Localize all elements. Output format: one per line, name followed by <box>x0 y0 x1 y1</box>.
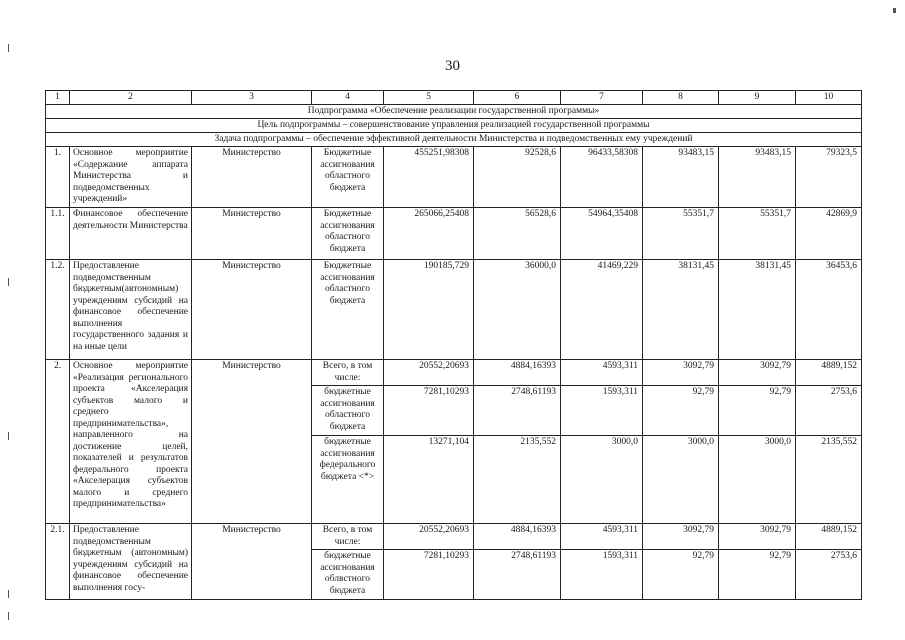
value-col8: 3092,79 <box>643 524 719 550</box>
value-col8: 92,79 <box>643 386 719 436</box>
column-number: 9 <box>719 91 796 105</box>
value-col6: 2748,61193 <box>474 550 561 600</box>
column-number: 10 <box>796 91 862 105</box>
scan-mark <box>8 590 9 598</box>
column-number: 3 <box>192 91 312 105</box>
value-col6: 4884,16393 <box>474 524 561 550</box>
value-col8: 3000,0 <box>643 436 719 524</box>
executor: Министерство <box>192 360 312 524</box>
funding-source: Бюджетные ассигнования областного бюджета <box>312 260 384 360</box>
subprogram-task: Задача подпрограммы – обеспечение эффективной деятельности Министерства и подведомственных ему учреждений <box>46 133 862 147</box>
scan-mark <box>8 44 9 52</box>
value-col7: 54964,35408 <box>561 208 643 260</box>
scan-mark <box>8 278 9 286</box>
value-col5: 7281,10293 <box>384 550 474 600</box>
executor: Министерство <box>192 147 312 208</box>
activity-name: Финансовое обеспечение деятельности Министерства <box>70 208 192 260</box>
value-col9: 92,79 <box>719 550 796 600</box>
executor: Министерство <box>192 208 312 260</box>
activity-name: Предоставление подведомственным бюджетным(автономным) учреждениям субсидий на финансовое обеспечение выполнения государственного задания и на иные цели <box>70 260 192 360</box>
funding-source: Бюджетные ассигнования областного бюджета <box>312 208 384 260</box>
subprogram-title: Подпрограмма «Обеспечение реализации государственной программы» <box>46 105 862 119</box>
value-col9: 3000,0 <box>719 436 796 524</box>
value-col10: 2135,552 <box>796 436 862 524</box>
value-col10: 36453,6 <box>796 260 862 360</box>
value-col6: 36000,0 <box>474 260 561 360</box>
table-row <box>46 147 862 208</box>
value-col9: 92,79 <box>719 386 796 436</box>
activity-name: Основное мероприятие «Реализация регионального проекта «Акселерация субъектов малого и среднего предпринимательства», направленного на достижение целей, показателей и результатов федерального проекта «Акселерация субъектов малого и среднего предпринимательства» <box>70 360 192 524</box>
value-col5: 20552,20693 <box>384 360 474 386</box>
column-number: 8 <box>643 91 719 105</box>
table-row <box>46 208 862 260</box>
table-row <box>46 524 862 550</box>
value-col10: 4889,152 <box>796 360 862 386</box>
budget-table <box>45 90 862 600</box>
row-number: 1. <box>46 147 70 208</box>
value-col6: 92528,6 <box>474 147 561 208</box>
column-number: 6 <box>474 91 561 105</box>
value-col8: 38131,45 <box>643 260 719 360</box>
value-col9: 3092,79 <box>719 360 796 386</box>
value-col5: 13271,104 <box>384 436 474 524</box>
scan-mark <box>8 612 9 620</box>
value-col7: 4593,311 <box>561 524 643 550</box>
value-col7: 3000,0 <box>561 436 643 524</box>
value-col7: 41469,229 <box>561 260 643 360</box>
funding-source: бюджетные ассигнования облвстного бюджета <box>312 550 384 600</box>
funding-source: Всего, в том числе: <box>312 524 384 550</box>
value-col6: 56528,6 <box>474 208 561 260</box>
value-col8: 55351,7 <box>643 208 719 260</box>
table-row <box>46 260 862 360</box>
table-row <box>46 360 862 386</box>
value-col5: 190185,729 <box>384 260 474 360</box>
row-number: 2.1. <box>46 524 70 600</box>
funding-source: Всего, в том числе: <box>312 360 384 386</box>
value-col7: 1593,311 <box>561 386 643 436</box>
value-col10: 2753,6 <box>796 550 862 600</box>
value-col5: 455251,98308 <box>384 147 474 208</box>
column-number: 2 <box>70 91 192 105</box>
activity-name: Предоставление подведомственным бюджетным (автономным) учреждениям субсидий на финансовое обеспечение выполнения госу- <box>70 524 192 600</box>
column-number: 1 <box>46 91 70 105</box>
scan-mark <box>8 432 9 440</box>
funding-source: бюджетные ассигнования областного бюджета <box>312 386 384 436</box>
value-col7: 1593,311 <box>561 550 643 600</box>
value-col5: 7281,10293 <box>384 386 474 436</box>
value-col9: 55351,7 <box>719 208 796 260</box>
value-col7: 96433,58308 <box>561 147 643 208</box>
value-col10: 79323,5 <box>796 147 862 208</box>
value-col5: 20552,20693 <box>384 524 474 550</box>
page-number: 30 <box>445 58 460 74</box>
scan-mark <box>893 8 896 13</box>
column-number: 4 <box>312 91 384 105</box>
value-col9: 38131,45 <box>719 260 796 360</box>
value-col8: 92,79 <box>643 550 719 600</box>
activity-name: Основное мероприятие «Содержание аппарата Министерства и подведомственных учреждений» <box>70 147 192 208</box>
funding-source: бюджетные ассигнования федерального бюджета <*> <box>312 436 384 524</box>
executor: Министерство <box>192 260 312 360</box>
value-col8: 3092,79 <box>643 360 719 386</box>
subprogram-goal: Цель подпрограммы – совершенствование управления реализацией государственной программы <box>46 119 862 133</box>
value-col9: 3092,79 <box>719 524 796 550</box>
value-col8: 93483,15 <box>643 147 719 208</box>
value-col7: 4593,311 <box>561 360 643 386</box>
funding-source: Бюджетные ассигнования областного бюджета <box>312 147 384 208</box>
value-col9: 93483,15 <box>719 147 796 208</box>
value-col5: 265066,25408 <box>384 208 474 260</box>
row-number: 1.2. <box>46 260 70 360</box>
value-col10: 4889,152 <box>796 524 862 550</box>
column-number: 7 <box>561 91 643 105</box>
row-number: 1.1. <box>46 208 70 260</box>
value-col10: 42869,9 <box>796 208 862 260</box>
value-col6: 2135,552 <box>474 436 561 524</box>
column-number-row <box>46 91 862 105</box>
column-number: 5 <box>384 91 474 105</box>
value-col10: 2753,6 <box>796 386 862 436</box>
row-number: 2. <box>46 360 70 524</box>
value-col6: 4884,16393 <box>474 360 561 386</box>
executor: Министерство <box>192 524 312 600</box>
value-col6: 2748,61193 <box>474 386 561 436</box>
